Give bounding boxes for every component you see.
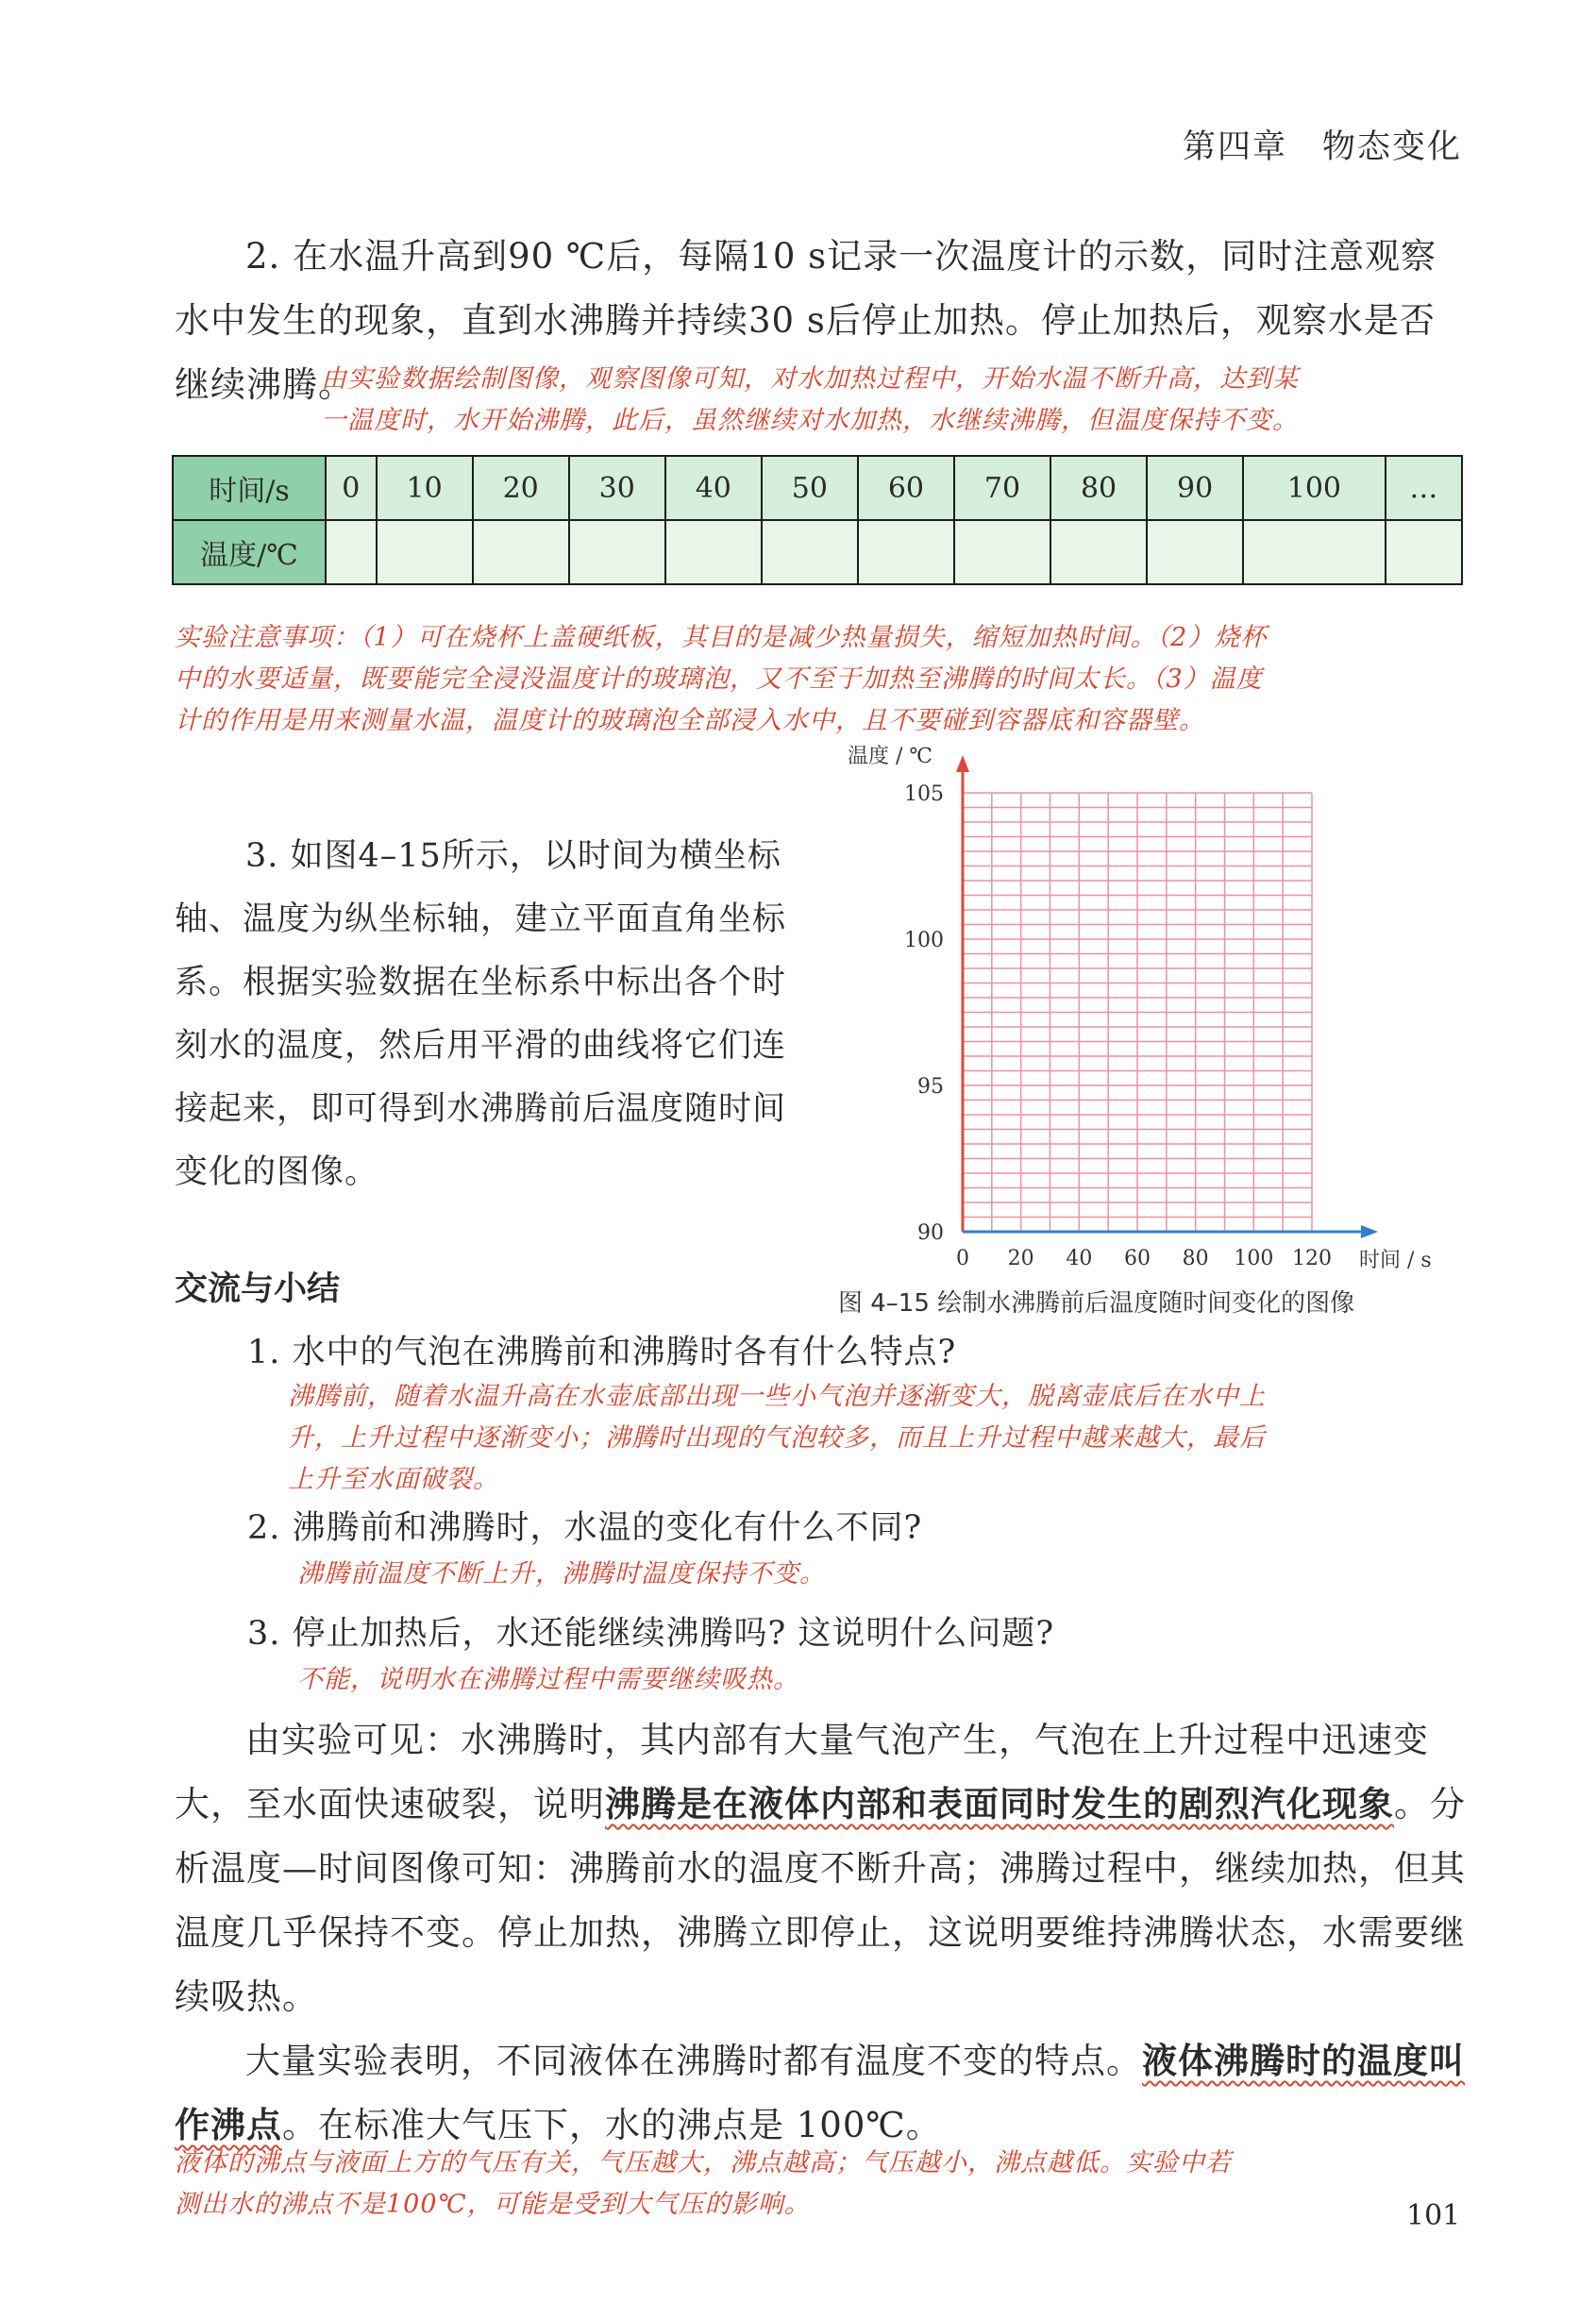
y-tick-label: 95 — [917, 1075, 944, 1099]
temperature-cell[interactable] — [377, 520, 473, 584]
temperature-cell[interactable] — [326, 520, 377, 584]
time-cell: 30 — [569, 456, 665, 520]
conclusion-p2-a: 大量实验表明，不同液体在沸腾时都有温度不变的特点。 — [245, 2041, 1142, 2081]
x-tick-label: 0 — [956, 1247, 969, 1270]
chart-grid — [963, 793, 1312, 1232]
figure-caption: 图 4–15 绘制水沸腾前后温度随时间变化的图像 — [838, 1289, 1355, 1318]
time-row-label: 时间/s — [173, 456, 326, 520]
time-cell: … — [1386, 456, 1462, 520]
step3-text: 3. 如图4–15所示，以时间为横坐标轴、温度为纵坐标轴，建立平面直角坐标系。根据实验数据在坐标系中标出各个时刻水的温度，然后用平滑的曲线将它们连接起来，即可得到水沸腾前后温度随时间变化的图像。 — [175, 837, 787, 1191]
x-tick-label: 80 — [1182, 1247, 1209, 1270]
temperature-time-chart — [812, 736, 1491, 1284]
boiling-point-definition: 液体沸腾时的温度叫作沸点 — [175, 2041, 1465, 2145]
temperature-cell[interactable] — [1386, 520, 1462, 584]
x-tick-label: 60 — [1124, 1247, 1151, 1270]
answer-1-line1: 沸腾前，随着水温升高在水壶底部出现一些小气泡并逐渐变大，脱离壶底后在水中上 — [288, 1382, 1266, 1411]
caution-line1: 实验注意事项：（1）可在烧杯上盖硬纸板，其目的是减少热量损失，缩短加热时间。（2）烧杯 — [175, 623, 1268, 652]
temperature-cell[interactable] — [665, 520, 762, 584]
conclusion-paragraph-1 — [175, 1708, 1470, 2029]
temperature-cell[interactable] — [569, 520, 665, 584]
time-cell: 0 — [326, 456, 377, 520]
x-axis-label: 时间 / s — [1359, 1249, 1432, 1272]
conclusion-note-line1: 液体的沸点与液面上方的气压有关，气压越大，沸点越高；气压越小，沸点越低。实验中若 — [175, 2148, 1232, 2177]
time-cell: 10 — [377, 456, 473, 520]
y-tick-label: 90 — [917, 1221, 944, 1245]
time-cell: 50 — [762, 456, 858, 520]
question-2: 2. 沸腾前和沸腾时，水温的变化有什么不同? — [247, 1509, 923, 1547]
conclusion-p1-c: 。分析温度—时间图像可知：沸腾前水的温度不断升高；沸腾过程中，继续加热，但其温度几乎保持不变。停止加热，沸腾立即停止，这说明要维持沸腾状态，水需要继续吸热。 — [175, 1784, 1466, 2017]
temperature-cell[interactable] — [1243, 520, 1386, 584]
temperature-row — [173, 520, 1462, 584]
answer-2: 沸腾前温度不断上升，沸腾时温度保持不变。 — [297, 1559, 826, 1589]
time-cell: 60 — [858, 456, 954, 520]
y-axis-arrow — [956, 755, 969, 772]
time-temperature-table — [172, 455, 1463, 585]
temperature-row-label: 温度/℃ — [173, 520, 326, 584]
time-cell: 40 — [665, 456, 762, 520]
temperature-cell[interactable] — [858, 520, 954, 584]
temperature-cell[interactable] — [1147, 520, 1243, 584]
conclusion-p2-c: 。在标准大气压下，水的沸点是 100℃。 — [282, 2105, 942, 2145]
time-cell: 90 — [1147, 456, 1243, 520]
step2-note-line2: 一温度时，水开始沸腾，此后，虽然继续对水加热，水继续沸腾，但温度保持不变。 — [321, 406, 1299, 435]
x-axis-arrow — [1361, 1225, 1378, 1238]
time-cell: 70 — [954, 456, 1050, 520]
answer-1-line2: 升，上升过程中逐渐变小；沸腾时出现的气泡较多，而且上升过程中越来越大，最后 — [288, 1423, 1266, 1453]
time-cell: 80 — [1050, 456, 1147, 520]
answer-3: 不能，说明水在沸腾过程中需要继续吸热。 — [297, 1665, 799, 1694]
chapter-title: 第四章 物态变化 — [1182, 128, 1462, 166]
y-tick-label: 105 — [904, 782, 944, 806]
time-cell: 100 — [1243, 456, 1386, 520]
x-tick-label: 20 — [1007, 1247, 1034, 1270]
temperature-cell[interactable] — [1050, 520, 1147, 584]
step2-note-line1: 由实验数据绘制图像，观察图像可知，对水加热过程中，开始水温不断升高，达到某 — [321, 364, 1299, 394]
caution-line2: 中的水要适量，既要能完全浸没温度计的玻璃泡，又不至于加热至沸腾的时间太长。（3）温度 — [175, 664, 1263, 694]
time-cell: 20 — [473, 456, 569, 520]
x-tick-label: 100 — [1234, 1247, 1274, 1270]
temperature-cell[interactable] — [473, 520, 569, 584]
temperature-cell[interactable] — [762, 520, 858, 584]
question-3: 3. 停止加热后，水还能继续沸腾吗? 这说明什么问题? — [247, 1615, 1055, 1653]
question-1: 1. 水中的气泡在沸腾前和沸腾时各有什么特点? — [247, 1334, 957, 1371]
y-axis-label: 温度 / ℃ — [848, 745, 933, 768]
conclusion-p1-a: 由实验可见：水沸腾时，其内部有大量气泡产生，气泡在上升过程中迅速变大，至水面快速破裂，说明 — [175, 1720, 1429, 1824]
step2-text: 2. 在水温升高到90 ℃后，每隔10 s记录一次温度计的示数，同时注意观察水中发生的现象，直到水沸腾并持续30 s后停止加热。停止加热后，观察水是否继续沸腾。 — [175, 236, 1437, 405]
summary-heading: 交流与小结 — [175, 1270, 341, 1308]
conclusion-note-line2: 测出水的沸点不是100℃，可能是受到大气压的影响。 — [175, 2190, 811, 2219]
conclusion-paragraph-2 — [175, 2029, 1470, 2158]
x-tick-label: 40 — [1066, 1247, 1093, 1270]
x-tick-label: 120 — [1292, 1247, 1332, 1270]
page-number: 101 — [1406, 2199, 1461, 2232]
time-row — [173, 456, 1462, 520]
y-tick-label: 100 — [904, 929, 944, 952]
answer-1-line3: 上升至水面破裂。 — [288, 1465, 499, 1494]
temperature-cell[interactable] — [954, 520, 1050, 584]
boiling-definition: 沸腾是在液体内部和表面同时发生的剧烈汽化现象 — [605, 1784, 1394, 1824]
caution-line3: 计的作用是用来测量水温，温度计的玻璃泡全部浸入水中，且不要碰到容器底和容器壁。 — [175, 706, 1205, 735]
